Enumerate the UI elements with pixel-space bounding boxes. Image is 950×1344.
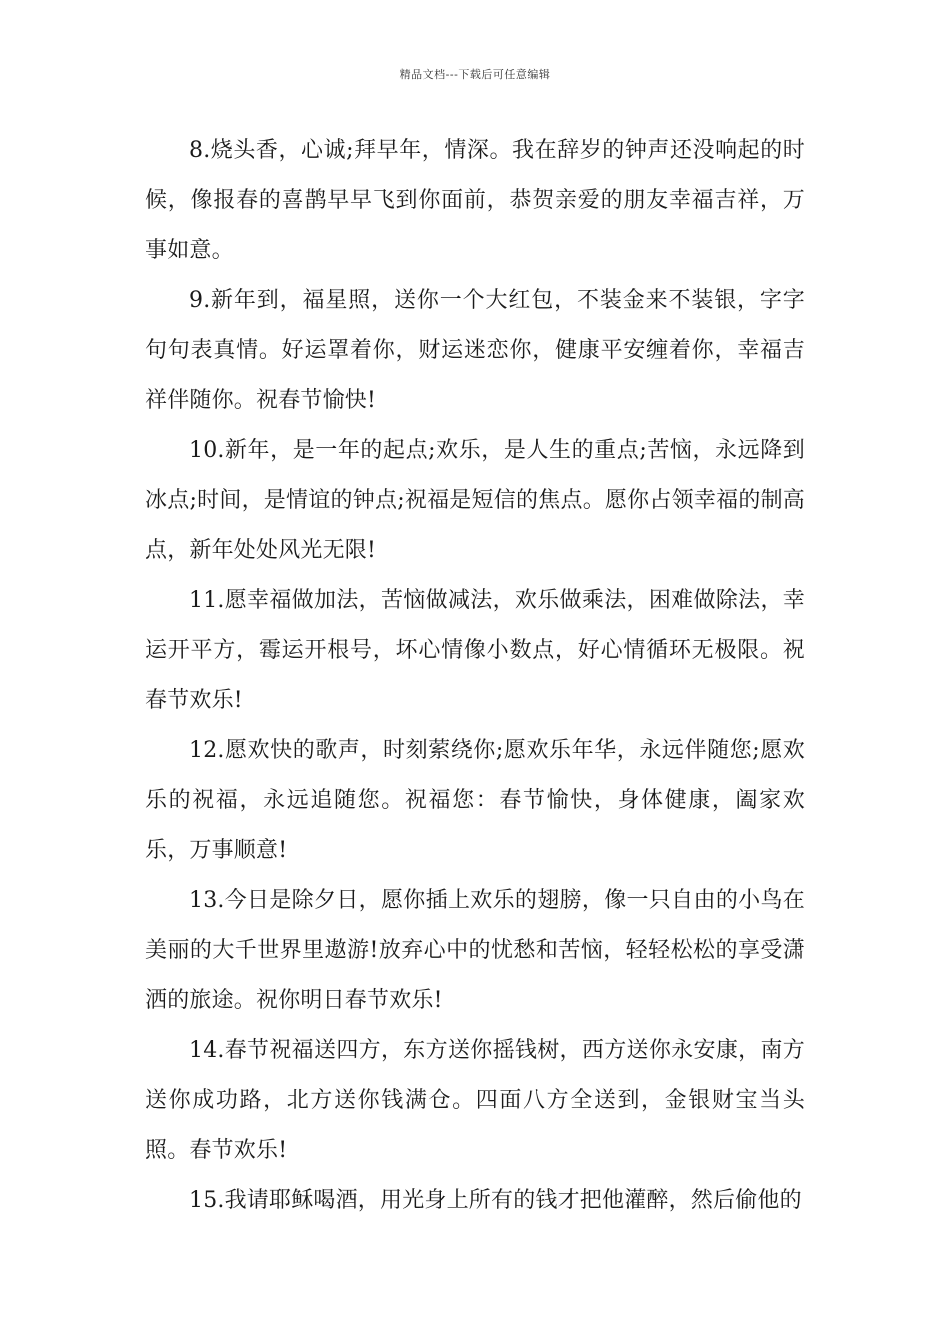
paragraph-15: 15.我请耶稣喝酒，用光身上所有的钱才把他灌醉，然后偷他的	[189, 1188, 802, 1213]
paragraph-11: 11.愿幸福做加法，苦恼做减法，欢乐做乘法，困难做除法，幸运开平方，霉运开根号，坏心情像小数点，好心情循环无极限。祝春节欢乐!	[145, 588, 805, 713]
paragraph-8: 8.烧头香，心诚;拜早年，情深。我在辞岁的钟声还没响起的时候，像报春的喜鹊早早飞到你面前，恭贺亲爱的朋友幸福吉祥，万事如意。	[145, 138, 805, 263]
paragraph-13: 13.今日是除夕日，愿你插上欢乐的翅膀，像一只自由的小鸟在美丽的大千世界里遨游!放弃心中的忧愁和苦恼，轻轻松松的享受潇洒的旅途。祝你明日春节欢乐!	[145, 888, 805, 1013]
document-body	[145, 126, 805, 1226]
page-header: 精品文档---下载后可任意编辑	[399, 68, 551, 81]
paragraph-9: 9.新年到，福星照，送你一个大红包，不装金来不装银，字字句句表真情。好运罩着你，财运迷恋你，健康平安缠着你，幸福吉祥伴随你。祝春节愉快!	[145, 288, 805, 413]
paragraph-12: 12.愿欢快的歌声，时刻萦绕你;愿欢乐年华，永远伴随您;愿欢乐的祝福，永远追随您。祝福您：春节愉快，身体健康，阖家欢乐，万事顺意!	[145, 738, 805, 863]
paragraph-10: 10.新年，是一年的起点;欢乐，是人生的重点;苦恼，永远降到冰点;时间，是情谊的钟点;祝福是短信的焦点。愿你占领幸福的制高点，新年处处风光无限!	[145, 438, 805, 563]
paragraph-14: 14.春节祝福送四方，东方送你摇钱树，西方送你永安康，南方送你成功路，北方送你钱满仓。四面八方全送到，金银财宝当头照。春节欢乐!	[145, 1038, 805, 1163]
